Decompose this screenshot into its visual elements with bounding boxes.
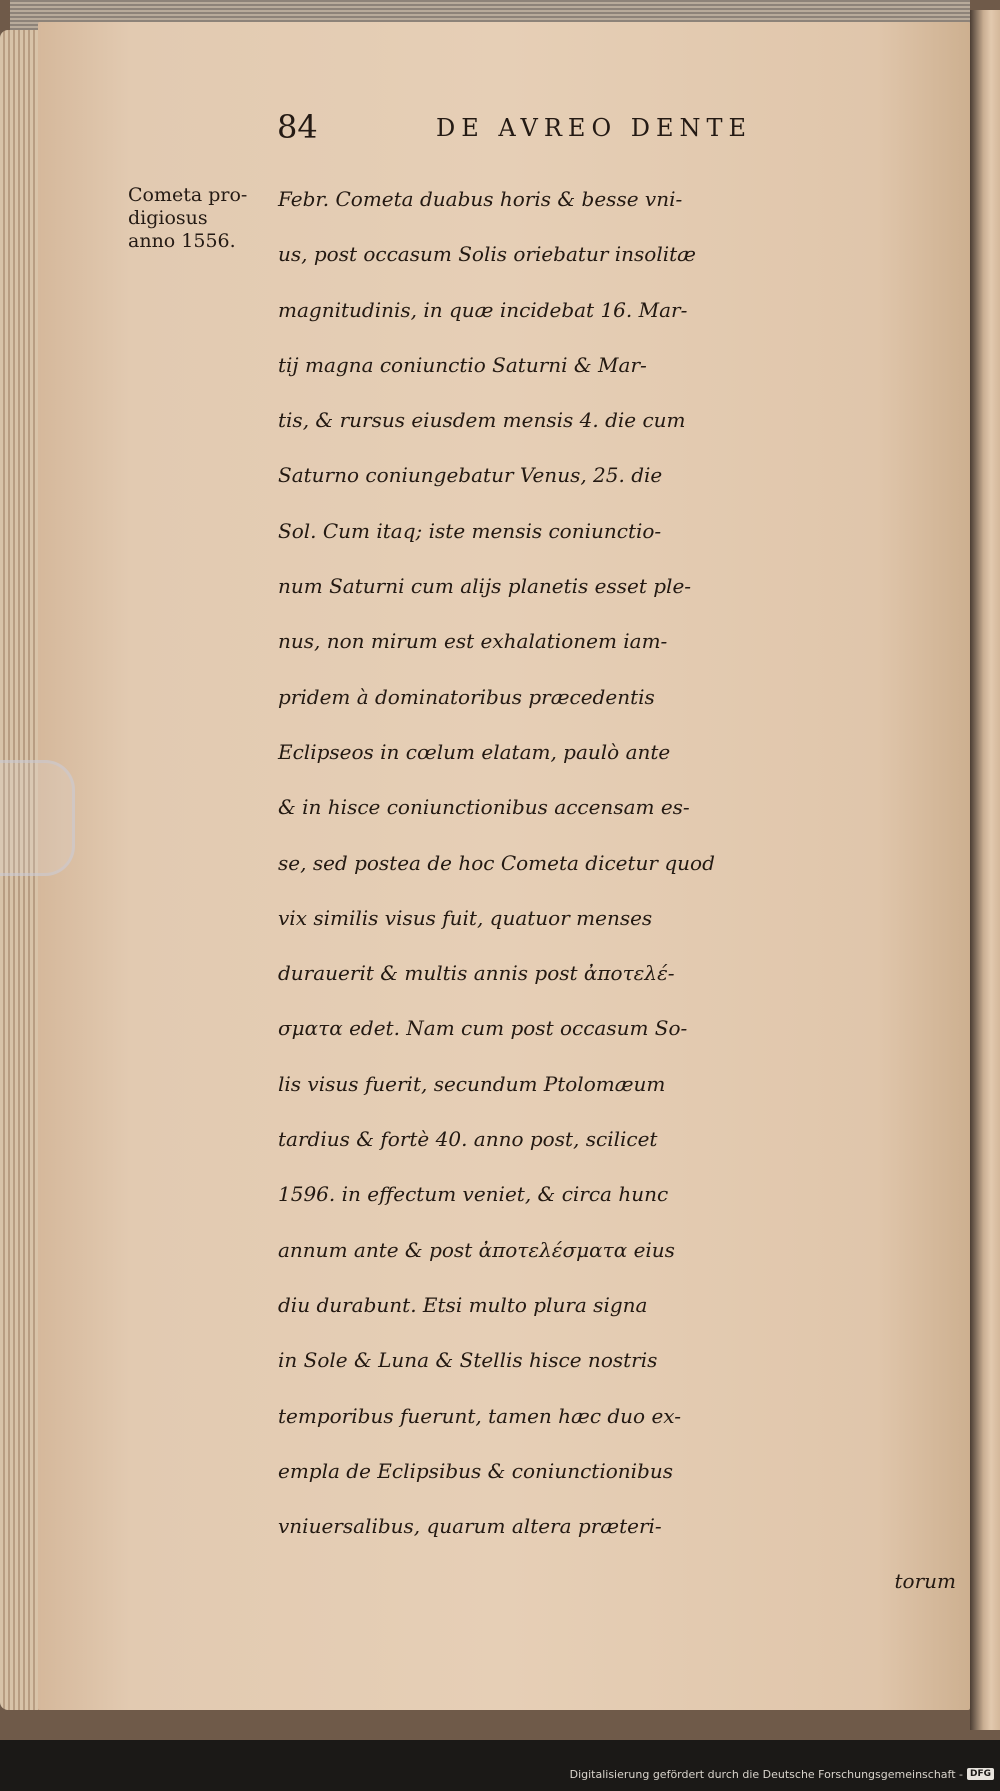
- text-line: nus, non mirum est exhalationem iam-: [278, 629, 668, 654]
- text-line: Saturno coniungebatur Venus, 25. die: [278, 463, 663, 488]
- text-line: tis, & rursus eiusdem mensis 4. die cum: [278, 408, 686, 433]
- body-text: [278, 172, 968, 1610]
- text-line: magnitudinis, in quæ incidebat 16. Mar-: [278, 297, 688, 322]
- funding-notice: Digitalisierung gefördert durch die Deutsche Forschungsgemeinschaft -: [569, 1767, 963, 1781]
- marginal-note-line: Cometa pro-: [128, 184, 248, 206]
- text-line: temporibus fuerunt, tamen hæc duo ex-: [278, 1403, 681, 1428]
- text-line: durauerit & multis annis post ἀποτελέ-: [278, 961, 675, 986]
- running-title: DE AVREO DENTE: [436, 114, 753, 142]
- text-line: tardius & fortè 40. anno post, scilicet: [278, 1127, 658, 1152]
- text-line: vix similis visus fuit, quatuor menses: [278, 905, 653, 930]
- text-line: vniuersalibus, quarum altera præteri-: [278, 1514, 662, 1539]
- text-line: se, sed postea de hoc Cometa dicetur quod: [278, 850, 715, 875]
- marginal-note-line: anno 1556.: [128, 230, 236, 252]
- page-number: 84: [277, 108, 318, 146]
- page-gutter: [970, 10, 1000, 1730]
- text-line: empla de Eclipsibus & coniunctionibus: [278, 1458, 673, 1483]
- catchword: torum: [894, 1569, 956, 1594]
- text-line: σματα edet. Nam cum post occasum So-: [278, 1016, 688, 1041]
- text-line: Febr. Cometa duabus horis & besse vni-: [278, 187, 683, 211]
- text-line: tij magna coniunctio Saturni & Mar-: [278, 352, 647, 377]
- page-clip: [0, 760, 75, 876]
- marginal-note: [128, 184, 278, 253]
- running-header: [0, 108, 1000, 148]
- text-line: lis visus fuerit, secundum Ptolomæum: [278, 1071, 666, 1096]
- text-line: pridem à dominatoribus præcedentis: [278, 684, 655, 709]
- text-line: 1596. in effectum veniet, & circa hunc: [278, 1182, 669, 1207]
- text-line: Sol. Cum itaq; iste mensis coniunctio-: [278, 518, 662, 543]
- text-line: Eclipseos in cœlum elatam, paulò ante: [278, 739, 671, 764]
- text-line: diu durabunt. Etsi multo plura signa: [278, 1292, 648, 1317]
- text-line: annum ante & post ἀποτελέσματα eius: [278, 1237, 675, 1262]
- digitization-footer: [570, 1765, 994, 1783]
- text-line: us, post occasum Solis oriebatur insolitæ: [278, 242, 696, 267]
- dfg-logo: DFG: [967, 1768, 994, 1780]
- text-line: & in hisce coniunctionibus accensam es-: [278, 795, 690, 820]
- text-line: in Sole & Luna & Stellis hisce nostris: [278, 1348, 658, 1373]
- marginal-note-line: digiosus: [128, 207, 208, 229]
- text-line: num Saturni cum alijs planetis esset ple-: [278, 574, 692, 599]
